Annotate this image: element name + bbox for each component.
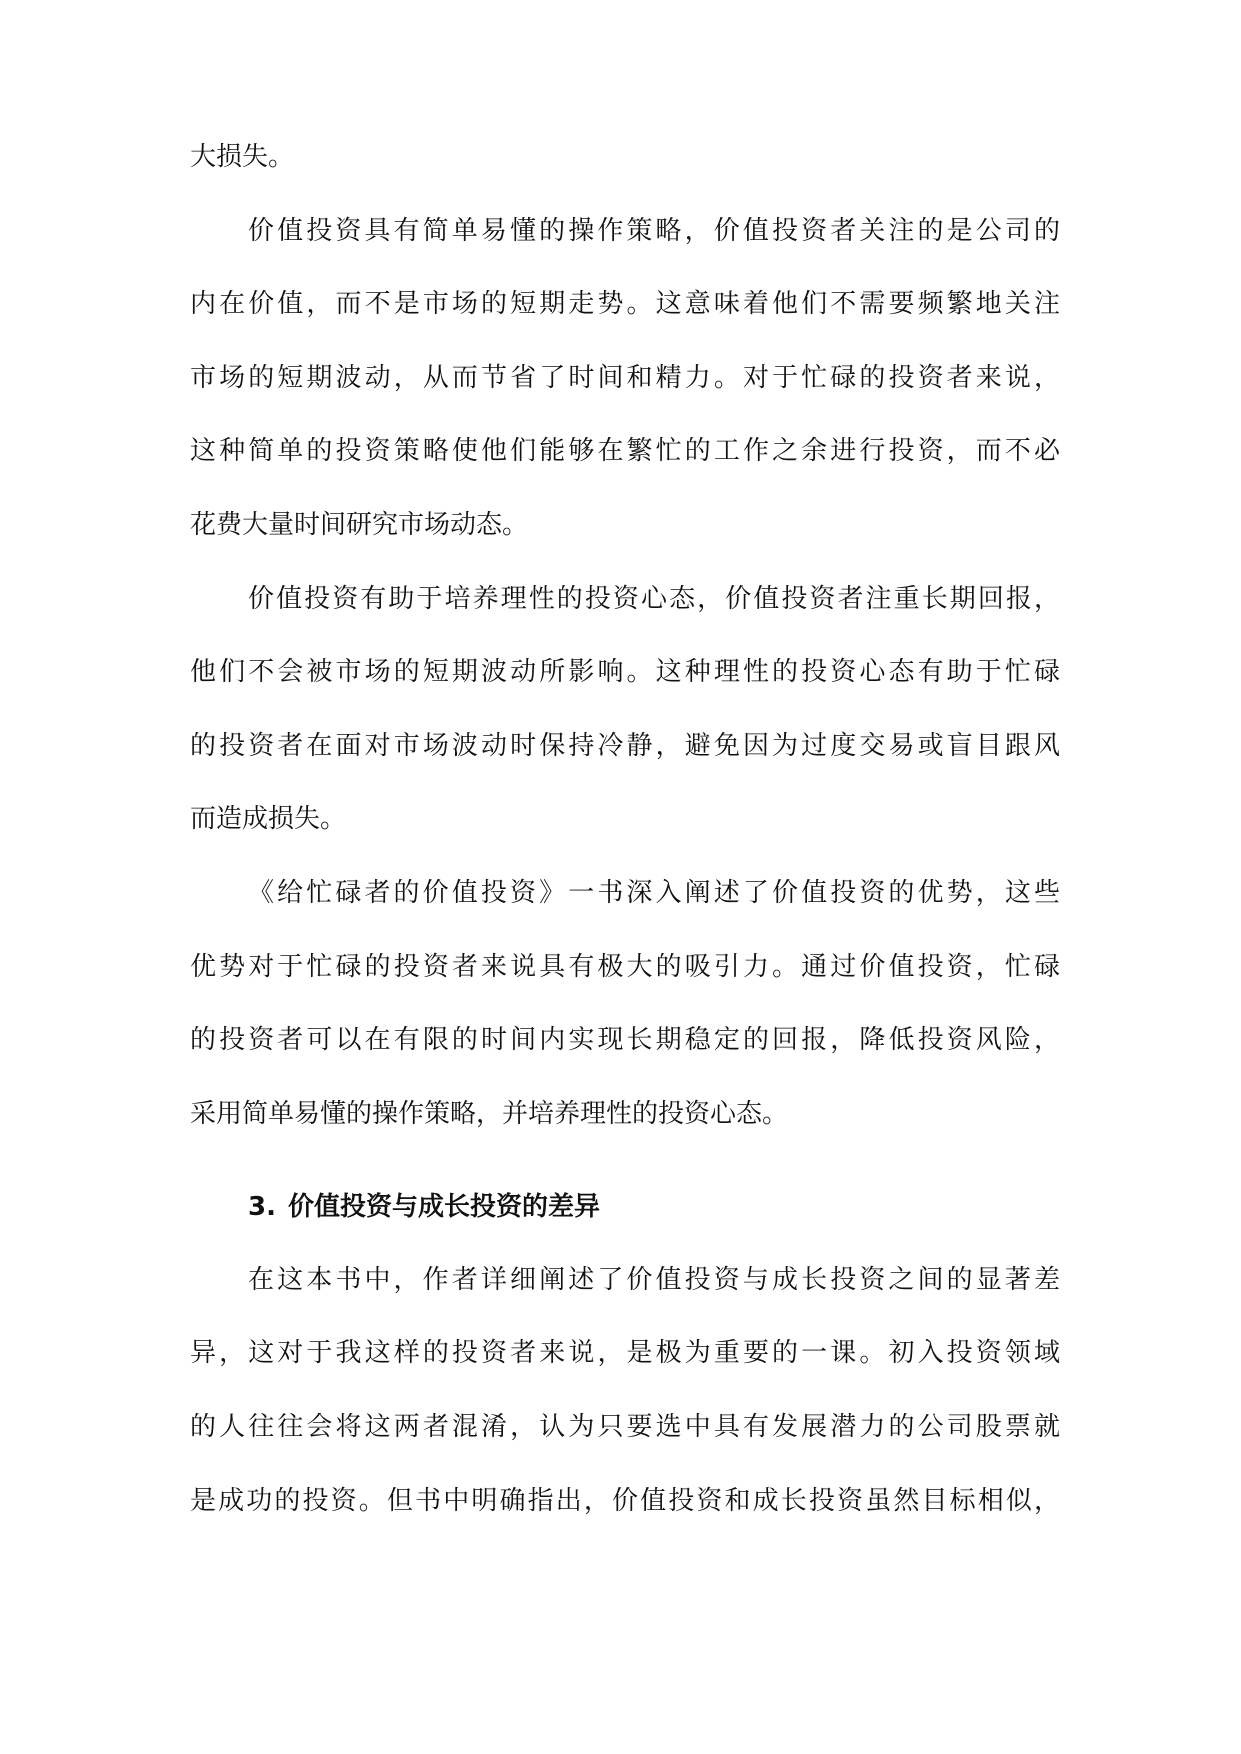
paragraph-line: 优势对于忙碌的投资者来说具有极大的吸引力。通过价值投资，忙碌 [190,951,1060,982]
paragraph-line: 价值投资具有简单易懂的操作策略，价值投资者关注的是公司的 [248,215,1060,246]
paragraph-line: 市场的短期波动，从而节省了时间和精力。对于忙碌的投资者来说， [190,362,1060,393]
section-title: 价值投资与成长投资的差异 [287,1191,600,1222]
document-body [190,140,1060,1557]
paragraph-line: 《给忙碌者的价值投资》一书深入阐述了价值投资的优势，这些 [248,877,1060,908]
section-heading [190,1190,1060,1225]
paragraph-line: 的人往往会将这两者混淆，认为只要选中具有发展潜力的公司股票就 [190,1411,1060,1442]
paragraph-line: 的投资者在面对市场波动时保持冷静，避免因为过度交易或盲目跟风 [190,730,1060,761]
paragraph-line: 花费大量时间研究市场动态。 [190,509,529,540]
paragraph-line: 是成功的投资。但书中明确指出，价值投资和成长投资虽然目标相似， [190,1485,1060,1516]
paragraph-line: 内在价值，而不是市场的短期走势。这意味着他们不需要频繁地关注 [190,289,1060,320]
paragraph-line: 价值投资有助于培养理性的投资心态，价值投资者注重长期回报， [248,583,1060,614]
paragraph-line: 异，这对于我这样的投资者来说，是极为重要的一课。初入投资领域 [190,1338,1060,1369]
paragraph-line: 采用简单易懂的操作策略，并培养理性的投资心态。 [190,1098,789,1129]
paragraph-line: 而造成损失。 [190,804,347,835]
paragraph-line: 大损失。 [190,142,295,172]
paragraph-line: 在这本书中，作者详细阐述了价值投资与成长投资之间的显著差 [248,1264,1060,1295]
paragraph-line: 他们不会被市场的短期波动所影响。这种理性的投资心态有助于忙碌 [190,657,1060,688]
paragraph-line: 的投资者可以在有限的时间内实现长期稳定的回报，降低投资风险， [190,1025,1060,1056]
paragraph-line: 这种简单的投资策略使他们能够在繁忙的工作之余进行投资，而不必 [190,436,1060,467]
section-number: 3. [248,1191,276,1222]
